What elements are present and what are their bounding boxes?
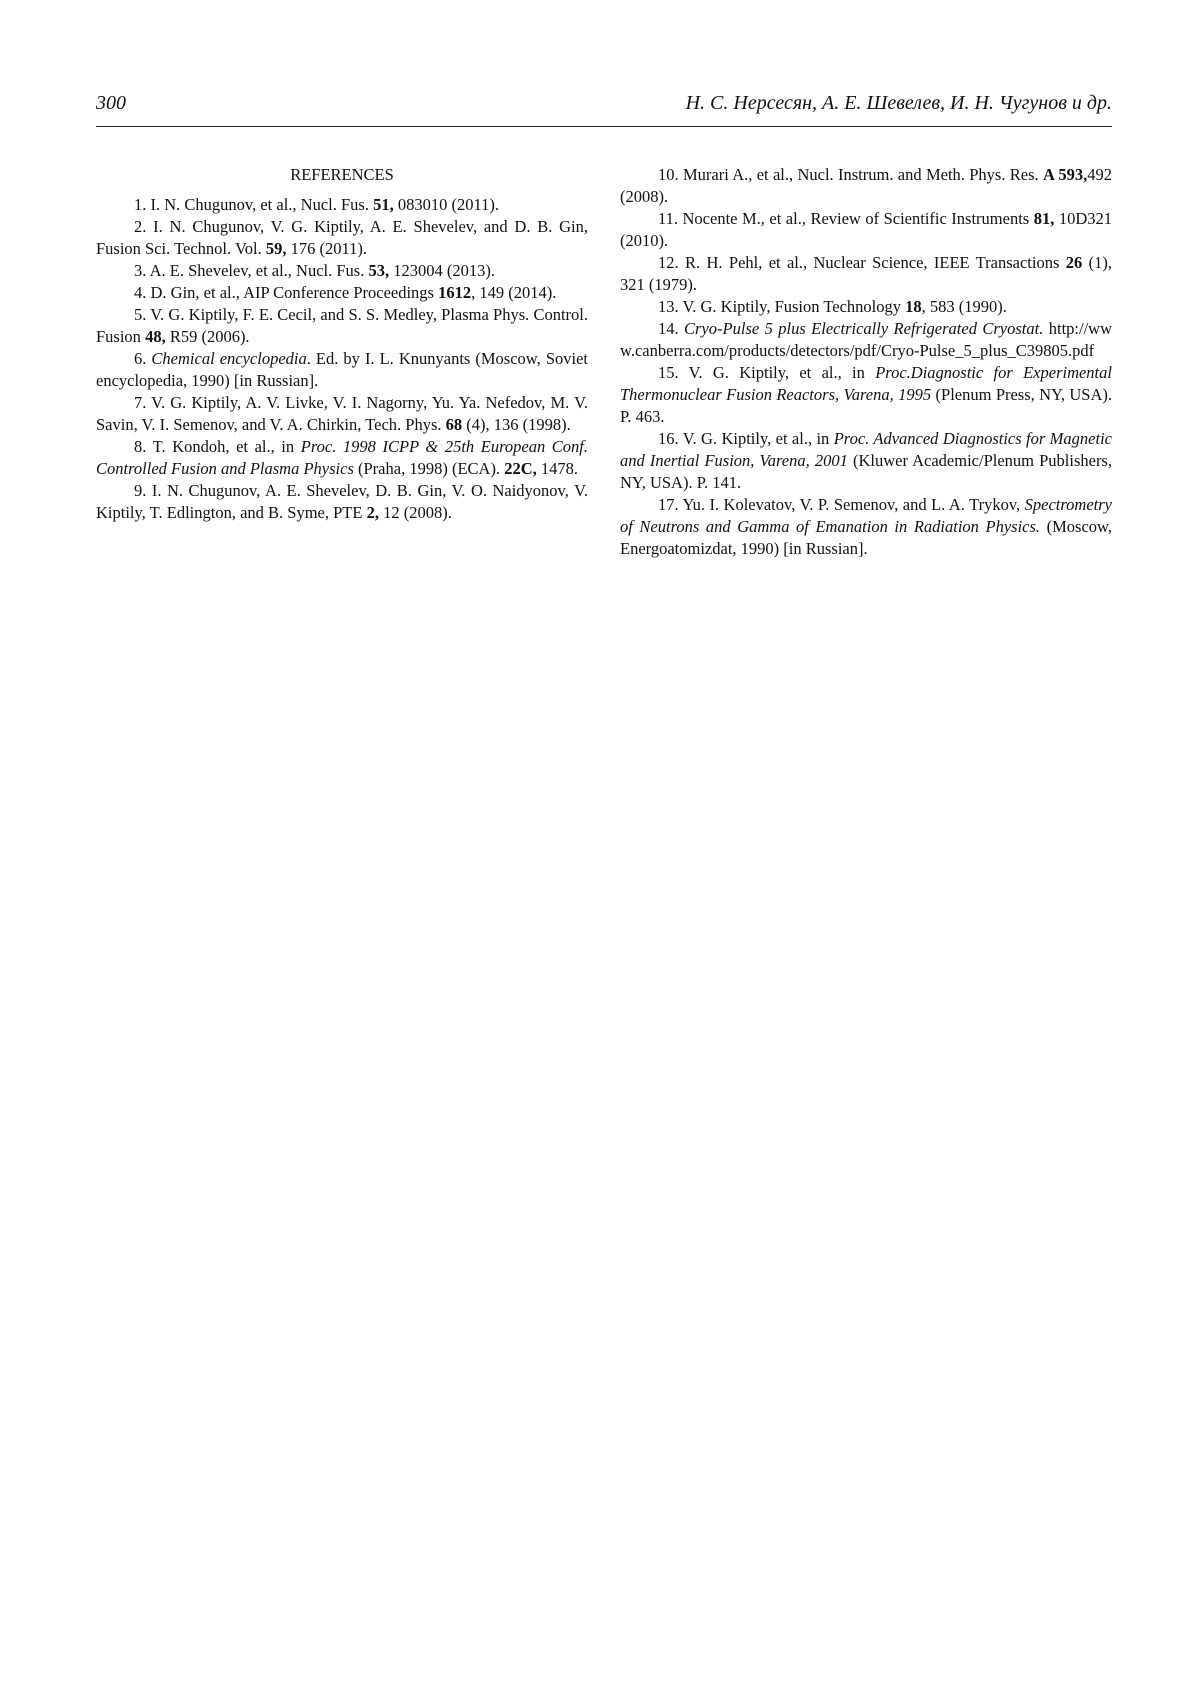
reference-item: 1. I. N. Chugunov, et al., Nucl. Fus. 51, 083010 (2011). — [134, 195, 499, 214]
reference-item: 13. V. G. Kiptily, Fusion Technology 18, 583 (1990). — [658, 297, 1007, 316]
reference-item: 14. Cryo-Pulse 5 plus Electrically Refrigerated Cryostat. http://www.canberra.com/products/detectors/pdf/Cryo-Pulse_5_plus_C39805.pdf — [620, 319, 1112, 360]
reference-item: 11. Nocente M., et al., Review of Scientific Instruments 81, 10D321 (2010). — [620, 209, 1112, 250]
reference-item: 4. D. Gin, et al., AIP Conference Proceedings 1612, 149 (2014). — [134, 283, 557, 302]
reference-item: 15. V. G. Kiptily, et al., in Proc.Diagnostic for Experimental Thermonuclear Fusion Reactors, Varena, 1995 (Plenum Press, NY, USA). P. 463. — [620, 363, 1112, 426]
reference-item: 5. V. G. Kiptily, F. E. Cecil, and S. S. Medley, Plasma Phys. Control. Fusion 48, R59 (2006). — [96, 305, 588, 346]
reference-item: 8. T. Kondoh, et al., in Proc. 1998 ICPP & 25th European Conf. Controlled Fusion and Plasma Physics (Praha, 1998) (ECA). 22C, 1478. — [96, 437, 589, 478]
header-rule — [96, 126, 1112, 127]
reference-item: 10. Murari A., et al., Nucl. Instrum. and Meth. Phys. Res. A 593,492 (2008). — [620, 165, 1112, 206]
reference-item: 7. V. G. Kiptily, A. V. Livke, V. I. Nagorny, Yu. Ya. Nefedov, M. V. Savin, V. I. Semenov, and V. A. Chirkin, Tech. Phys. 68 (4), 136 (1998). — [96, 393, 588, 434]
reference-url: http://www.canberra.com/products/detectors/pdf/Cryo-Pulse_5_plus_C39805.pdf — [620, 319, 1112, 360]
references-heading: REFERENCES — [290, 165, 394, 184]
page-header — [96, 92, 1112, 116]
reference-item: 6. Chemical encyclopedia. Ed. by I. L. Knunyants (Moscow, Soviet encyclopedia, 1990) [in Russian]. — [96, 349, 588, 390]
reference-item: 16. V. G. Kiptily, et al., in Proc. Advanced Diagnostics for Magnetic and Inertial Fusion, Varena, 2001 (Kluwer Academic/Plenum Publishers, NY, USA). P. 141. — [620, 429, 1112, 492]
reference-item: 2. I. N. Chugunov, V. G. Kiptily, A. E. Shevelev, and D. B. Gin, Fusion Sci. Technol. Vol. 59, 176 (2011). — [96, 217, 588, 258]
reference-item: 9. I. N. Chugunov, A. E. Shevelev, D. B. Gin, V. O. Naidyonov, V. Kiptily, T. Edlington, and B. Syme, PTE 2, 12 (2008). — [96, 481, 588, 522]
reference-item: 3. A. E. Shevelev, et al., Nucl. Fus. 53, 123004 (2013). — [134, 261, 495, 280]
right-column — [620, 164, 1112, 560]
left-column — [96, 164, 588, 524]
reference-item: 12. R. H. Pehl, et al., Nuclear Science, IEEE Transactions 26 (1), 321 (1979). — [620, 253, 1112, 294]
page-number: 300 — [96, 92, 126, 114]
running-authors: Н. С. Нерсесян, А. Е. Шевелев, И. Н. Чугунов и др. — [685, 92, 1112, 114]
reference-item: 17. Yu. I. Kolevatov, V. P. Semenov, and L. A. Trykov, Spectrometry of Neutrons and Gamma of Emanation in Radiation Physics. (Moscow, Energoatomizdat, 1990) [in Russian]. — [620, 495, 1112, 558]
